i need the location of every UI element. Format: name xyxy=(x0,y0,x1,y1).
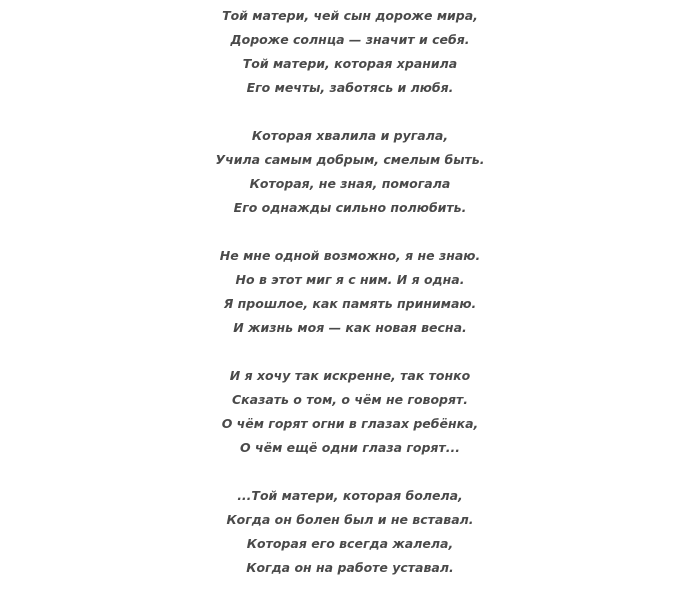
poem-line: ...Той матери, которая болела, xyxy=(237,488,463,503)
poem-line: Дороже солнца — значит и себя. xyxy=(230,32,470,47)
stanza-3 xyxy=(0,244,700,340)
poem-line: О чём горят огни в глазах ребёнка, xyxy=(221,416,479,431)
poem-line: Его однажды сильно полюбить. xyxy=(233,200,467,215)
poem-line: Я прошлое, как память принимаю. xyxy=(223,296,477,311)
poem-line: Когда он на работе уставал. xyxy=(246,560,454,575)
stanza-1 xyxy=(0,4,700,100)
poem-line: Когда он болен был и не вставал. xyxy=(226,512,474,527)
poem-line: Учила самым добрым, смелым быть. xyxy=(215,152,485,167)
poem-line: Но в этот миг я с ним. И я одна. xyxy=(235,272,465,287)
stanza-5 xyxy=(0,484,700,580)
poem-line: Которая, не зная, помогала xyxy=(249,176,451,191)
stanza-4 xyxy=(0,364,700,460)
poem-line: Той матери, чей сын дороже мира, xyxy=(222,8,478,23)
poem-line: О чём ещё одни глаза горят... xyxy=(240,440,460,455)
poem-line: И жизнь моя — как новая весна. xyxy=(233,320,467,335)
poem-line: И я хочу так искренне, так тонко xyxy=(229,368,471,383)
poem-line: Которая хвалила и ругала, xyxy=(251,128,449,143)
poem-line: Которая его всегда жалела, xyxy=(246,536,454,551)
poem-line: Той матери, которая хранила xyxy=(242,56,458,71)
stanza-2 xyxy=(0,124,700,220)
poem-line: Не мне одной возможно, я не знаю. xyxy=(219,248,481,263)
poem-line: Его мечты, заботясь и любя. xyxy=(246,80,454,95)
poem-line: Сказать о том, о чём не говорят. xyxy=(232,392,468,407)
